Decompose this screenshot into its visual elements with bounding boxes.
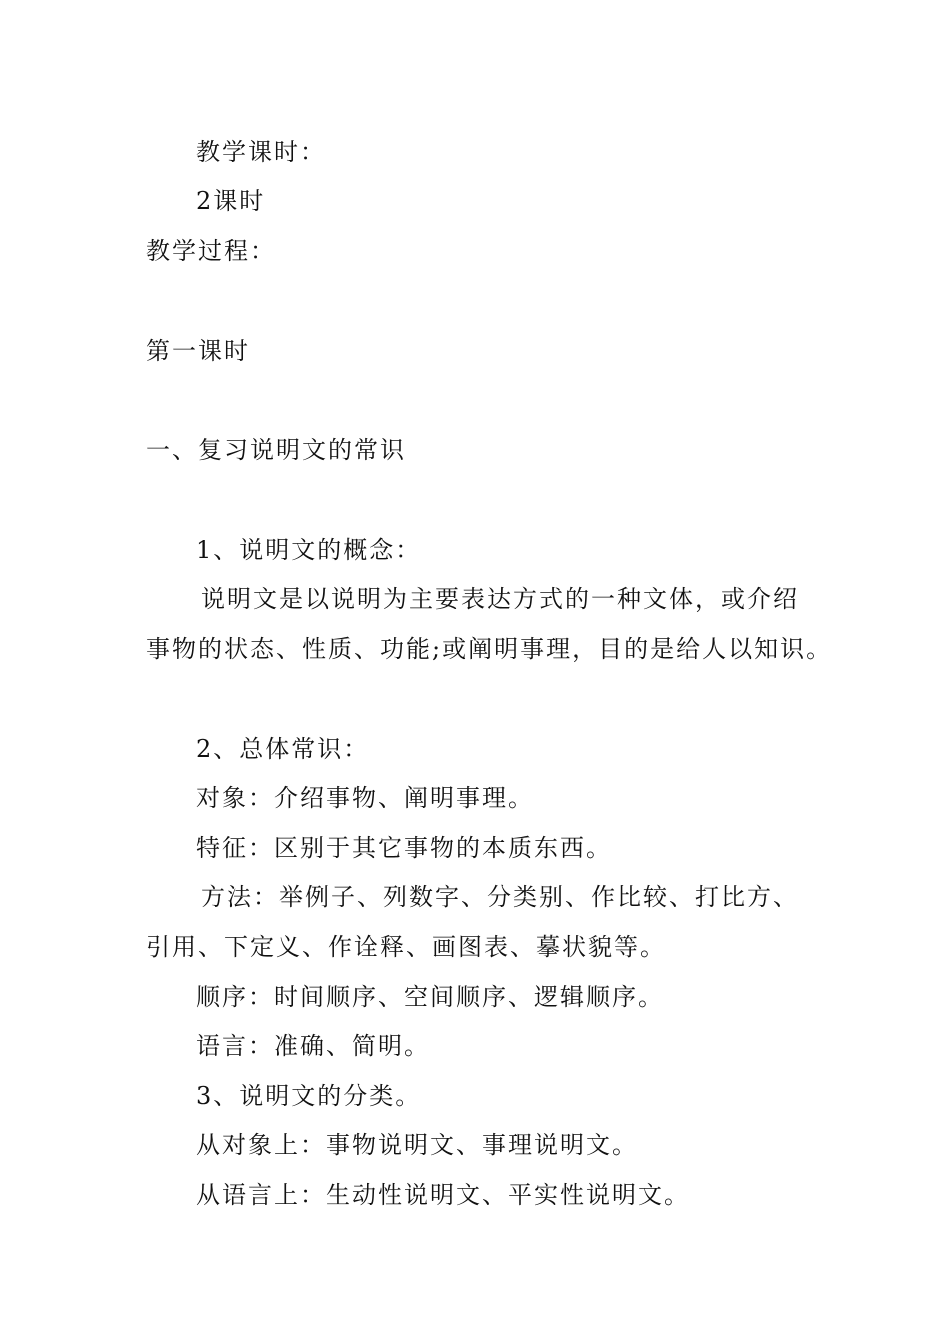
lesson-one-heading: 第一课时 — [146, 337, 250, 365]
section-one-heading: 一、复习说明文的常识 — [146, 436, 406, 464]
teaching-hours-value: 2课时 — [196, 187, 266, 215]
order-line: 顺序：时间顺序、空间顺序、逻辑顺序。 — [196, 983, 664, 1011]
item1-title: 1、说明文的概念： — [196, 536, 422, 564]
item2-title: 2、总体常识： — [196, 735, 370, 763]
method-line1: 方法：举例子、列数字、分类别、作比较、打比方、 — [201, 883, 799, 911]
item1-paragraph-line2: 事物的状态、性质、功能;或阐明事理，目的是给人以知识。 — [146, 635, 833, 663]
item3-title: 3、说明文的分类。 — [196, 1082, 422, 1110]
by-language-line: 从语言上：生动性说明文、平实性说明文。 — [196, 1181, 690, 1209]
teaching-process-label: 教学过程： — [146, 237, 276, 265]
item1-paragraph-line1: 说明文是以说明为主要表达方式的一种文体，或介绍 — [201, 585, 799, 613]
method-line2: 引用、下定义、作诠释、画图表、摹状貌等。 — [146, 933, 666, 961]
feature-line: 特征：区别于其它事物的本质东西。 — [196, 834, 612, 862]
teaching-hours-label: 教学课时： — [196, 138, 326, 166]
by-object-line: 从对象上：事物说明文、事理说明文。 — [196, 1131, 638, 1159]
language-line: 语言：准确、简明。 — [196, 1032, 430, 1060]
object-line: 对象：介绍事物、阐明事理。 — [196, 784, 534, 812]
